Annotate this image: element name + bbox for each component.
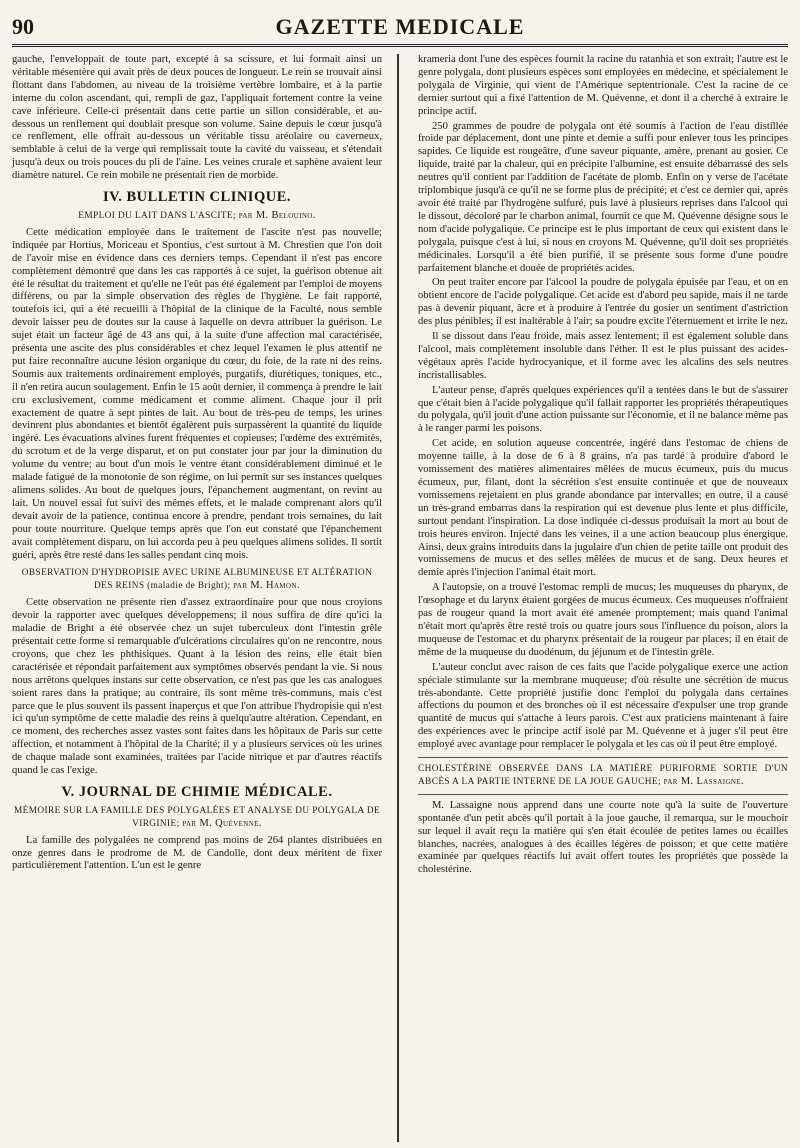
paragraph: Cette médication employée dans le traitement de l'ascite n'est pas nouvelle; indiquée par Hortius, Moriceau et Spontius, c'est surtout à M. Chrestien que l'on doit de l'avoir mise en évidence dans ces derniers temps. Cependant il n'est pas encore complètement démontré que dans les cas rapportés à ce sujet, la guérison obtenue ait été le résultat du traitement et qu'elle ne l'eût pas été également par l'emploi de moyens différens, ou par la simple observation des règles de l'hygiène. Le fait rapporté, toutefois ici, qui a été recueilli à l'hôpital de la clinique de la Faculté, nous semble devoir laisser peu de doutes sur la cause à laquelle on devra attribuer la guérison. Le sujet était un facteur âgé de 43 ans qui, à la suite d'une affection mal caractérisée, présenta une ascite des plus considérables et chez lequel l'examen le plus attentif ne put faire reconnaître aucune lésion organique du cœur, du foie, de la rate ni des reins. Soumis aux traitements ordinairement employés, purgatifs, diurétiques, toniques, etc., il n'en retira aucun soulagement. Enfin le 15 août dernier, il commença à prendre le lait cru exclusivement, comme médicament et comme aliment. Chaque jour il prit exactement de quatre à sept pintes de lait. Au bout de très-peu de temps, les urines devinrent plus abondantes et bientôt égalèrent puis surpassèrent la quantité du liquide ingéré. Les évacuations alvines furent fréquentes et copieuses; l'œdème des extrémités, du scrotum et de la verge disparut, et on put constater jour par jour la diminution du volume du ventre; au bout d'un mois le ventre étant considérablement diminué et le malade fatigué de la monotonie de son régime, on lui permit sur ses instances quelques alimens solides. Au bout de quelques jours, l'épanchement augmentant, on revint au lait. Un nouvel essai fut suivi des mêmes effets, et le malade comprenant alors qu'il devait avoir de la patience, continua encore à prendre, pendant trois semaines, du lait pour toute nourriture. Quelque temps après que l'on eut constaté que l'épanchement avait complètement disparu, on lui accorda peu à peu quelques alimens solides. Il sortit guéri, après être resté dans les salles pendant cinq mois.	[12, 226, 382, 561]
article-author: par M. Hamon.	[233, 580, 300, 592]
article-heading	[12, 210, 382, 223]
left-column	[12, 54, 382, 875]
header-rule	[12, 44, 788, 47]
paragraph: L'auteur pense, d'après quelques expériences qu'il a tentées dans le but de s'assurer que c'était bien à l'acide polygalique qu'il fallait rapporter les propriétés thérapeutiques du polygala, qu'il jouit d'une action puissante sur l'économie, et il ne balance même pas à le ranger parmi les poisons.	[418, 384, 788, 435]
paragraph: Il se dissout dans l'eau froide, mais assez lentement; il est également soluble dans l'alcool, mais complètement insoluble dans l'éther. Il est le plus puissant des acides-végétaux après l'acide hydrocyanique, et il forme avec les alcalins des sels neutres incristallisables.	[418, 331, 788, 381]
article-heading	[418, 763, 788, 789]
paragraph: A l'autopsie, on a trouvé l'estomac rempli de mucus; les muqueuses du pharynx, de l'œsophage et du larynx étaient gorgées de mucus écumeux. Ces muqueuses n'offraient pas de rougeur quand la mort avait été amenée promptement; mais quand l'animal n'était mort qu'après être resté trois ou quatre jours sous l'influence du poison, alors la muqueuse de l'estomac et du pharynx présentait de la rougeur par places; il en était de même de la muqueuse du duodénum, du jéjunum et de l'intestin grêle.	[418, 582, 788, 658]
paragraph: 250 grammes de poudre de polygala ont été soumis à l'action de l'eau distillée froide par déplacement, dont une pinte et demie a suffi pour enlever tous les principes sapides. Ce liquide est rougeâtre, d'une saveur piquante, amère, prenant au gosier. Ce liquide, traité par la chaleur, qui en précipite l'albumine, est ensuite débarrassé des sels neutres qu'il contient par l'addition de l'acétate de plomb. Enfin on y verse de l'acétate triplombique jusqu'à ce qu'il ne se forme plus de précipité; et c'est ce dernier qui, après avoir été traité par l'hydrogène sulfuré, puis lavé à plusieurs reprises dans l'alcool qui le dissout, décoloré par le charbon animal, fournit ce que M. Quévenne désigne sous le nom d'acide polygalique. Ce principe est le plus important de ceux qui existent dans le polygala, puisque c'est à lui, si nous en croyons M. Quévenne, qu'il doit ses propriétés médicinales. Lorsqu'il a été bien purifié, il se présente sous forme d'une poudre parfaitement blanche et douée de propriétés acides.	[418, 120, 788, 274]
section-heading: V. JOURNAL DE CHIMIE MÉDICALE.	[61, 783, 333, 800]
article-divider	[418, 757, 788, 758]
article-title: OBSERVATION D'HYDROPISIE AVEC URINE ALBUMINEUSE ET ALTÉRATION DES REINS (maladie de Bright);	[21, 568, 373, 592]
article-title: EMPLOI DU LAIT DANS L'ASCITE;	[78, 210, 236, 221]
article-heading	[12, 567, 382, 593]
article-author: par M. Quévenne.	[182, 817, 262, 829]
paragraph: On peut traiter encore par l'alcool la poudre de polygala épuisée par l'eau, et on en obtient encore de l'acide polygalique. Cet acide est d'abord peu sapide, mais il ne tarde pas à devenir piquant, âcre et à produire à l'entrée du gosier un sentiment d'astriction des plus pénibles; il est inaltérable à l'air; sa poudre excite l'éternuement et irrite le nez.	[418, 277, 788, 328]
page-number: 90	[12, 14, 34, 39]
section-heading: IV. BULLETIN CLINIQUE.	[102, 189, 291, 206]
paragraph: M. Lassaigne nous apprend dans une courte note qu'à la suite de l'ouverture spontanée d'un petit abcès qu'il portait à la joue gauche, il remarqua, sur le mouchoir sur lequel il avait reçu la matière qui s'en était écoulée de petites lames ou écailles blanches, nacrées, analogues à des écailles légères de poisson; et que cette matière examinée par quelques réactifs lui avait offert toutes les propriétés que possède la cholestérine.	[418, 799, 788, 876]
article-divider	[418, 794, 788, 795]
column-divider	[397, 54, 399, 1142]
paragraph: Cet acide, en solution aqueuse concentrée, ingéré dans l'estomac de chiens de moyenne taille, à la dose de 6 à 8 grains, n'a pas tardé à produire d'abord le vomissement des matières alimentaires mêlées de mucus écumeux, puis du mucus écumeux, pur, filant, dont la sécrétion s'est ensuite continuée et que de nouveaux vomissemens rejetaient en plus grande abondance par intervalles; en outre, il a causé un très-grand embarras dans la respiration qui est devenue plus lente et plus difficile, surtout pendant l'inspiration. La dose indiquée ci-dessus produisait la mort au bout de trois heures environ. Injecté dans les veines, il a une action beaucoup plus énergique. Ainsi, deux grains introduits dans la jugulaire d'un chien de petite taille ont produit des vomissemens de mucus et des selles mêlées de mucus et de sang. Deux heures et demie après l'injection l'animal était mort.	[418, 438, 788, 579]
publication-title: GAZETTE MEDICALE	[275, 14, 525, 39]
article-title: MÉMOIRE SUR LA FAMILLE DES POLYGALÉES ET ANALYSE DU POLYGALA DE VIRGINIE;	[13, 805, 381, 829]
paragraph: gauche, l'enveloppait de toute part, excepté à sa scissure, et lui formait ainsi un véritable mésentère qui avait près de deux pouces de longueur. Le rein se trouvait ainsi flottant dans l'abdomen, au niveau de la troisième vertèbre lombaire, et à la partie interne du colon ascendant, qui, rempli de gaz, l'appliquait fortement contre la veine cave inférieure. Celle-ci présentait dans cette partie un sillon considérable, et au-dessous un renflement qui doublait presque son volume. Saine depuis le cœur jusqu'à ce renflement, elle offrait au-dessous un véritable tissu aréolaire ou caverneux, semblable à celui de la verge qui remplissait toute la cavité du vaisseau, et s'étendait jusqu'à deux ou trois pouces du pli de l'aine. Les veines crurale et saphène avaient leur diamètre naturel. Ce rein mobile ne présentait rien de morbide.	[12, 54, 382, 182]
page-header	[12, 14, 788, 40]
right-column	[418, 54, 788, 879]
article-title: CHOLESTÉRINE OBSERVÉE DANS LA MATIÈRE PURIFORME SORTIE D'UN ABCÈS A LA PARTIE INTERNE DE LA JOUE GAUCHE;	[418, 764, 788, 787]
paragraph: krameria dont l'une des espèces fournit la racine du ratanhia et son extrait; l'autre est le genre polygala, dont plusieurs espèces sont employées en médecine, et spécialement le polygala de Virginie, qui vient de l'Amérique septentrionale. C'est la racine de ce dernier surtout qui a fixé l'attention de M. Quévenne, et dont il a cherché à extraire le principe actif.	[418, 54, 788, 117]
article-author: par M. Lassaigne.	[663, 775, 745, 787]
paragraph: L'auteur conclut avec raison de ces faits que l'acide polygalique exerce une action spéciale stimulante sur la membrane muqueuse; d'où résulte une sécrétion de mucus très-abondante. Cette propriété justifie donc l'emploi du polygala dans certaines affections du poumon et des bronches où il est nécessaire d'expulser une trop grande quantité de mucus qui s'attache à leurs parois. C'est aux praticiens maintenant à faire des expériences avec le principe actif isolé par M. Quévenne et à juger s'il peut être employé avec avantage pour remplacer le polygala et les cas où il peut être employé.	[418, 661, 788, 751]
paragraph: La famille des polygalées ne comprend pas moins de 264 plantes distribuées en onze genres dans le prodrome de M. de Candolle, dont deux méritent de fixer particulièrement l'attention. L'un est le genre	[12, 834, 382, 872]
article-author: par M. Belouino.	[238, 209, 316, 221]
article-heading	[12, 805, 382, 831]
paragraph: Cette observation ne présente rien d'assez extraordinaire pour que nous croyions devoir la rapporter avec quelques développemens; il nous suffira de dire qu'ici la maladie de Bright a été observée chez un sujet tuberculeux dont l'intestin grêle présentait cette forme si remarquable d'ulcérations circulaires qu'on ne rencontre, nous croyons, que chez les phthisiques. Quant à la lésion des reins, elle était bien caractérisée et répondait parfaitement aux symptômes observés pendant la vie. Si nous nous arrêtons quelques instans sur cette observation, ce n'est pas que les cas analogues soient rares dans la pratique; au contraire, ils sont même très-communs, mais c'est parce que le plus souvent ils passent inaperçus et que l'on attribue l'hydropisie qui n'est ici qu'un symptôme de cette maladie des reins à quelqu'autre altération. Cependant, en ce moment, des recherches assez vastes sont faites dans les hôpitaux de Paris sur cette affection, et notamment à l'hôpital de la Charité; il y a plusieurs services où les urines de chaque malade sont examinées, traitées par l'acide nitrique et par d'autres réactifs quand le cas l'exige.	[12, 597, 382, 777]
